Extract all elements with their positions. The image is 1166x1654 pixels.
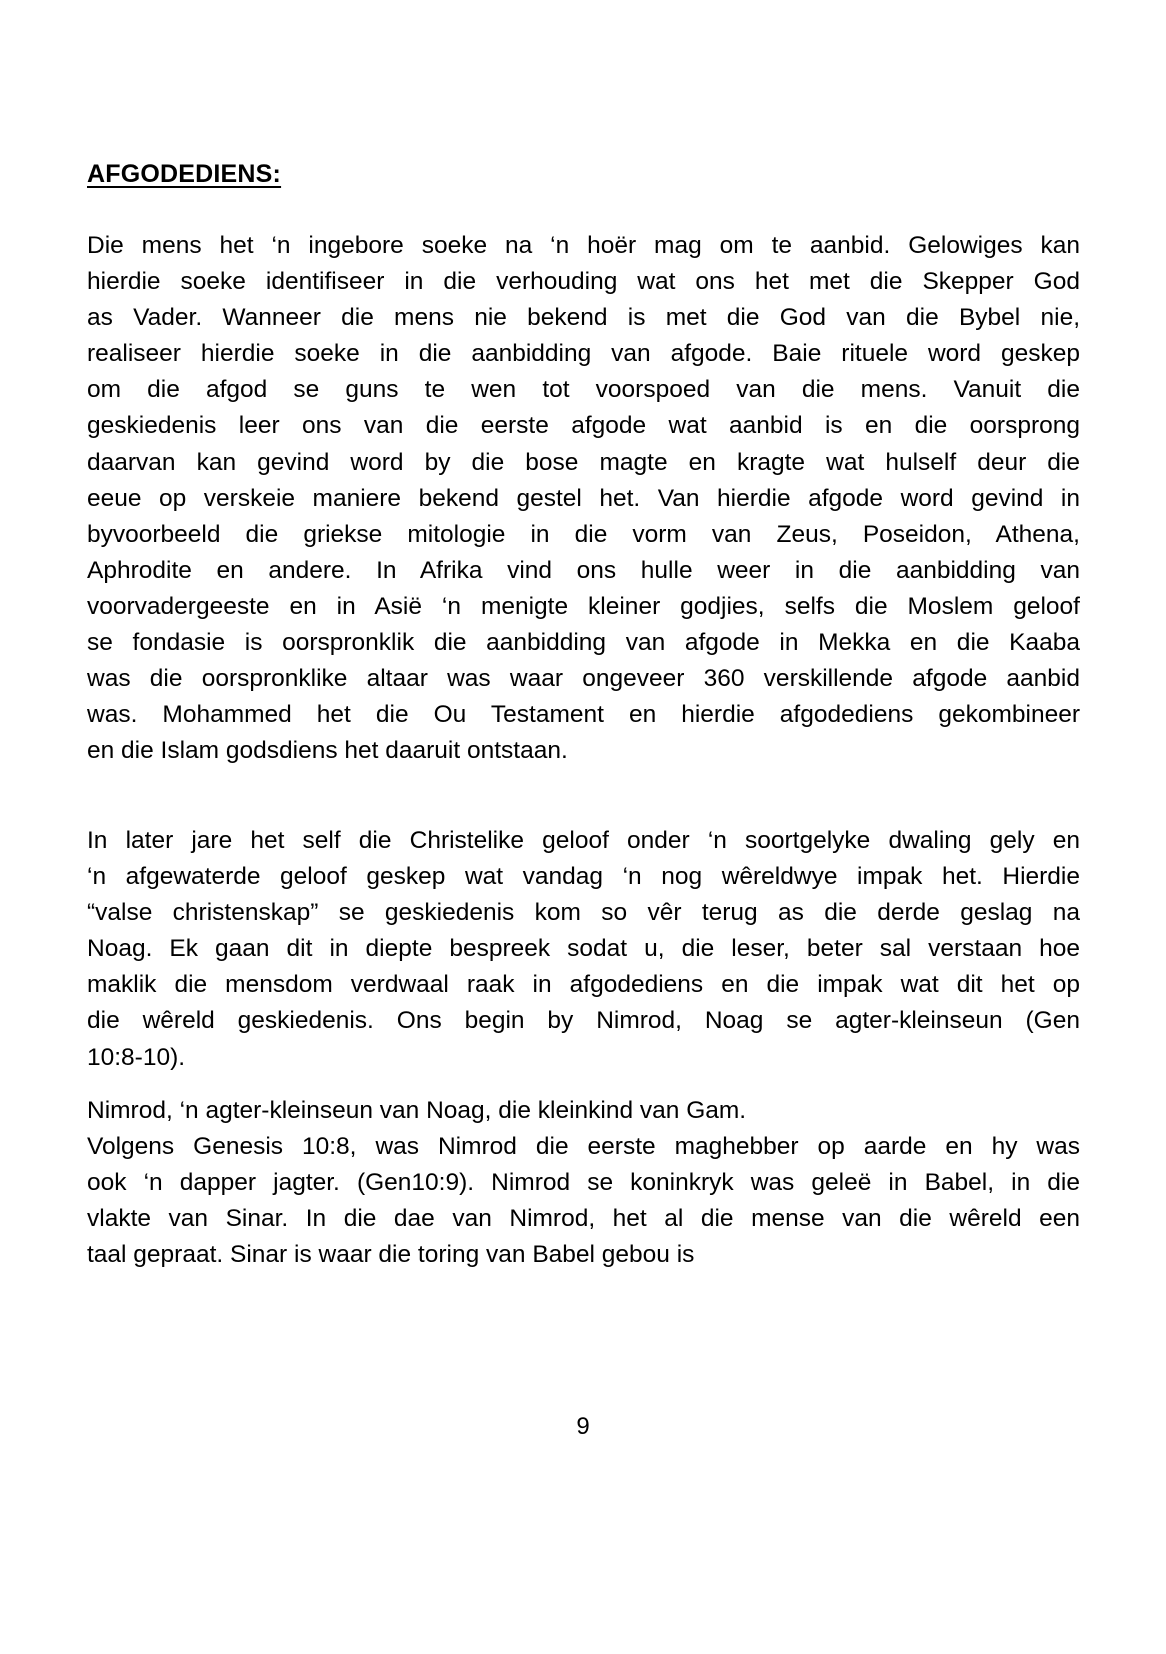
text-line: In later jare het self die Christelike geloof onder ‘n soortgelyke dwaling gely en xyxy=(87,827,1080,854)
text-line: maklik die mensdom verdwaal raak in afgodediens en die impak wat dit het op xyxy=(87,971,1080,999)
text-line: realiseer hierdie soeke in die aanbidding van afgode. Baie rituele word geskep xyxy=(87,340,1080,368)
text-line: ook ‘n dapper jagter. (Gen10:9). Nimrod se koninkryk was geleë in Babel, in die xyxy=(87,1169,1080,1197)
section-heading: AFGODEDIENS: xyxy=(87,160,282,188)
text-line: was die oorspronklike altaar was waar ongeveer 360 verskillende afgode aanbid xyxy=(87,665,1080,693)
text-line: Nimrod, ‘n agter-kleinseun van Noag, die kleinkind van Gam. xyxy=(87,1097,747,1124)
text-line: vlakte van Sinar. In die dae van Nimrod, het al die mense van die wêreld een xyxy=(87,1205,1080,1233)
text-line: Die mens het ‘n ingebore soeke na ‘n hoër mag om te aanbid. Gelowiges kan xyxy=(87,232,1080,259)
text-line: “valse christenskap” se geskiedenis kom so vêr terug as die derde geslag na xyxy=(87,899,1080,927)
paragraph-nimrod xyxy=(87,1093,1080,1273)
text-line: 10:8-10). xyxy=(87,1043,186,1071)
text-line: Noag. Ek gaan dit in diepte bespreek sodat u, die leser, beter sal verstaan hoe xyxy=(87,935,1080,963)
text-line: as Vader. Wanneer die mens nie bekend is met die God van die Bybel nie, xyxy=(87,304,1080,332)
text-line: hierdie soeke identifiseer in die verhouding wat ons het met die Skepper God xyxy=(87,268,1080,296)
text-line: Aphrodite en andere. In Afrika vind ons hulle weer in die aanbidding van xyxy=(87,556,1080,584)
text-line: se fondasie is oorspronklik die aanbidding van afgode in Mekka en die Kaaba xyxy=(87,629,1080,657)
page-number: 9 xyxy=(576,1413,590,1440)
text-line: geskiedenis leer ons van die eerste afgode wat aanbid is en die oorsprong xyxy=(87,412,1080,440)
text-line: byvoorbeeld die griekse mitologie in die vorm van Zeus, Poseidon, Athena, xyxy=(87,520,1080,548)
text-line: voorvadergeeste en in Asië ‘n menigte kleiner godjies, selfs die Moslem geloof xyxy=(87,592,1080,620)
paragraph-false-christianity xyxy=(87,823,1080,1076)
text-line: taal gepraat. Sinar is waar die toring van Babel gebou is xyxy=(87,1241,695,1269)
text-line: was. Mohammed het die Ou Testament en hierdie afgodediens gekombineer xyxy=(87,701,1080,729)
text-line: en die Islam godsdiens het daaruit ontstaan. xyxy=(87,737,568,765)
text-line: die wêreld geskiedenis. Ons begin by Nimrod, Noag se agter-kleinseun (Gen xyxy=(87,1007,1080,1035)
text-line: eeue op verskeie maniere bekend gestel het. Van hierdie afgode word gevind in xyxy=(87,484,1080,512)
text-line: ‘n afgewaterde geloof geskep wat vandag ‘n nog wêreldwye impak het. Hierdie xyxy=(87,863,1080,891)
text-line: daarvan kan gevind word by die bose magte en kragte wat hulself deur die xyxy=(87,448,1080,476)
text-line: Volgens Genesis 10:8, was Nimrod die eerste maghebber op aarde en hy was xyxy=(87,1133,1080,1161)
text-line: om die afgod se guns te wen tot voorspoed van die mens. Vanuit die xyxy=(87,376,1080,404)
paragraph-idolatry-intro xyxy=(87,228,1080,769)
